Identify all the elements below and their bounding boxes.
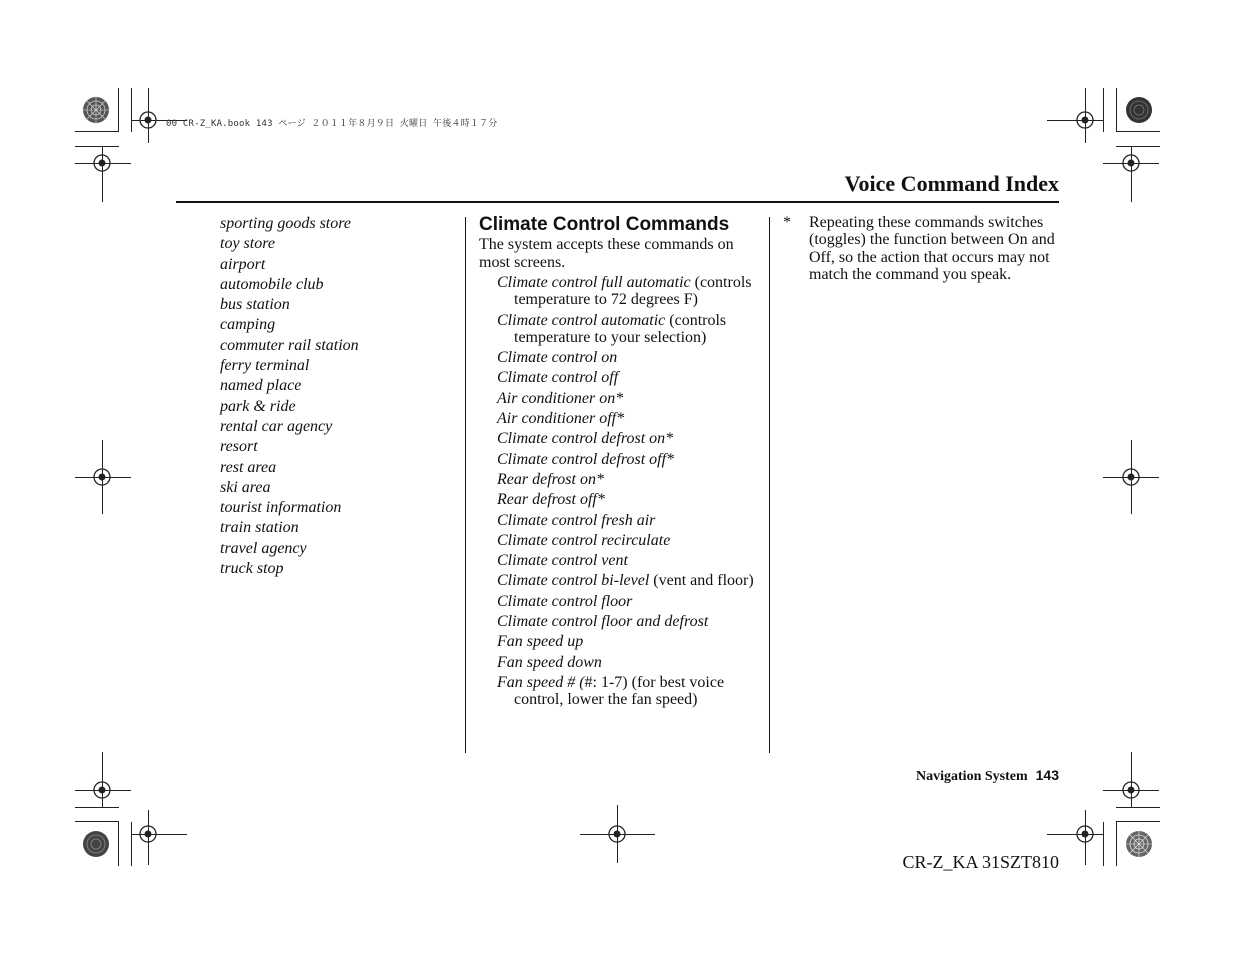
registration-target-icon [1113,772,1149,808]
command-text: Climate control defrost off* [497,450,675,468]
list-item [479,674,761,709]
registration-target-icon [1113,459,1149,495]
list-item: park & ride [220,397,296,415]
command-text: Climate control defrost on* [497,430,674,448]
poi-category-list [220,214,359,579]
section-heading: Climate Control Commands [479,214,730,235]
list-item [479,410,761,427]
command-text: Air conditioner on* [497,389,624,407]
command-text: Climate control on [497,349,618,367]
page-footer [916,767,1059,785]
color-rosette-icon [1125,96,1153,124]
list-item [479,471,761,488]
command-text: Air conditioner off* [497,410,625,428]
command-text: Climate control fresh air [497,511,656,529]
section-intro: The system accepts these commands on most screens. [479,236,734,271]
list-item [479,390,761,407]
list-item: airport [220,255,266,273]
command-description: (controls temperature to 72 degrees F) [514,274,752,309]
list-item: train station [220,519,299,537]
footnote-mark: * [783,214,791,231]
registration-target-icon [1067,816,1103,852]
command-description: #: 1-7) (for best voice control, lower the fan speed) [514,673,725,709]
list-item [479,572,761,589]
list-item [479,613,761,630]
registration-target-icon [130,816,166,852]
command-text: Climate control bi-level [497,572,650,590]
list-item: bus station [220,296,290,314]
page-title: Voice Command Index [844,171,1059,196]
command-description: (controls temperature to your selection) [514,311,727,346]
command-text: Climate control floor [497,592,633,610]
registration-target-icon [84,459,120,495]
command-text: Climate control automatic [497,311,666,329]
color-rosette-icon [82,96,110,124]
list-item [479,312,761,347]
list-item [479,593,761,610]
footer-section-name: Navigation System [916,769,1028,784]
list-item: resort [220,438,258,456]
command-description: (vent and floor) [649,572,754,590]
color-rosette-icon [82,830,110,858]
footnote-text: Repeating these commands switches (toggles) the function between On and Off, so the action that occurs may not match the command you speak. [809,214,1055,283]
command-text: Climate control vent [497,552,628,570]
list-item: commuter rail station [220,336,359,354]
list-item: rest area [220,458,277,476]
list-item [479,491,761,508]
list-item: rental car agency [220,417,333,435]
registration-target-icon [1067,102,1103,138]
list-item [479,369,761,386]
color-rosette-icon [1125,830,1153,858]
command-text: Rear defrost off* [497,491,605,509]
list-item: ferry terminal [220,357,310,375]
command-text: Climate control off [497,369,619,387]
list-item: toy store [220,235,275,253]
column-divider [465,217,466,753]
list-item: ski area [220,478,271,496]
command-text: Climate control recirculate [497,531,671,549]
registration-target-icon [130,102,166,138]
registration-target-icon [1113,145,1149,181]
command-text: Fan speed # ( [497,673,585,691]
list-item [479,451,761,468]
command-text: Climate control full automatic [497,274,691,291]
list-item: truck stop [220,560,284,578]
registration-target-icon [84,772,120,808]
title-rule [176,201,1059,203]
command-text: Fan speed up [497,633,584,651]
list-item: travel agency [220,539,307,557]
list-item [479,633,761,650]
list-item [479,552,761,569]
list-item [479,349,761,366]
registration-target-icon [84,145,120,181]
list-item [479,512,761,529]
list-item: named place [220,377,302,395]
list-item: camping [220,316,276,334]
climate-command-list [479,274,761,709]
document-code: CR-Z_KA 31SZT810 [902,852,1059,872]
list-item [479,274,761,309]
list-item [479,654,761,671]
list-item [479,430,761,447]
print-job-header: 00 CR-Z_KA.book 143 ページ ２０１１年８月９日 火曜日 午後４時１７分 [166,119,498,129]
command-text: Fan speed down [497,653,602,671]
list-item: tourist information [220,499,342,517]
column-divider [769,217,770,753]
command-text: Rear defrost on* [497,470,604,488]
page-number: 143 [1035,767,1059,783]
climate-control-section [479,214,761,712]
list-item: automobile club [220,275,324,293]
command-text: Climate control floor and defrost [497,613,709,631]
list-item: sporting goods store [220,215,351,232]
registration-target-icon [599,816,635,852]
list-item [479,532,761,549]
